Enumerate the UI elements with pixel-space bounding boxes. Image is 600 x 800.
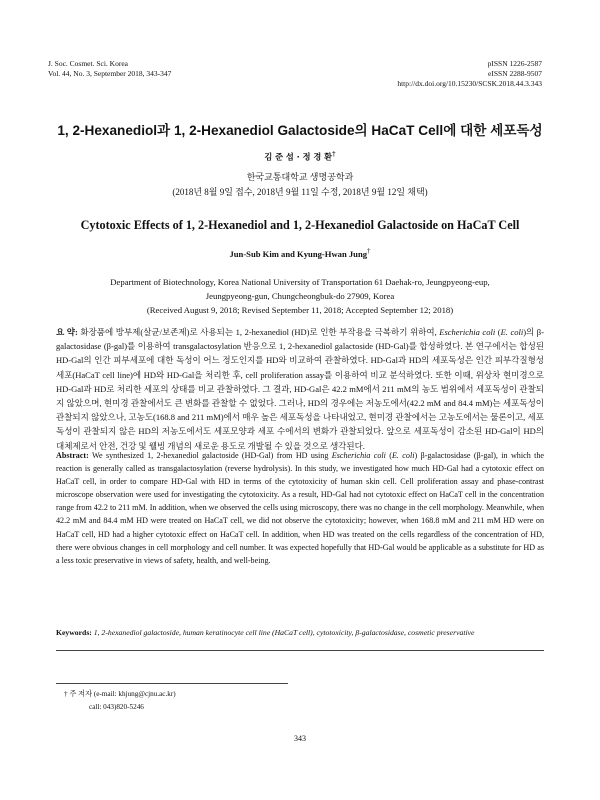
journal-name: J. Soc. Cosmet. Sci. Korea bbox=[48, 59, 128, 68]
keywords-text: 1, 2-hexanediol galactoside, human keratinocyte cell line (HaCaT cell), cytotoxicity, β-galactosidase, cosmetic preservative bbox=[91, 628, 475, 637]
journal-header-left bbox=[48, 59, 171, 79]
footnote-line2: call: 043)820-5246 bbox=[89, 703, 144, 711]
korean-title: 1, 2-Hexanediol과 1, 2-Hexanediol Galactoside의 HaCaT Cell에 대한 세포독성 bbox=[57, 123, 543, 138]
journal-header-right bbox=[397, 59, 542, 89]
footnote-line1: † 주 저자 (e-mail: khjung@cjnu.ac.kr) bbox=[64, 690, 176, 698]
section-divider bbox=[56, 650, 544, 651]
english-dates: (Received August 9, 2018; Revised September 11, 2018; Accepted September 12; 2018) bbox=[146, 305, 454, 315]
species-name: Escherichia coli bbox=[439, 327, 496, 337]
korean-abstract-label: 요 약: bbox=[56, 327, 78, 337]
korean-abstract-text: )의 β-galactosidase (β-gal)를 이용하여 transgalactosylation 반응으로 1, 2-hexanediol galactoside (HD-Gal)를 합성하였다. 본 연구에서는 합성된 HD-Gal의 인간 피부세포에 대한 독성이 어느 정도인지를 HD와 비교하여 관찰하였다. HD-Gal과 HD의 세포독성은 인간 피부각질형성세포(HaCaT cell line)에 HD와 HD-Gal을 처리한 후, cell proliferation assay를 이용하여 비교 분석하였다. 또한 이때, 위상차 현미경으로 HD-Gal과 HD로 처리한 세포의 상태를 비교 관찰하였다. 그 결과, HD-Gal은 42.2 mM에서 211 mM의 농도 범위에서 세포독성이 관찰되지 않았으며, 현미경 관찰에서도 큰 변화를 관찰할 수 없었다. 그러나, HD의 경우에는 저농도에서(42.2 mM and 84.4 mM)는 세포독성이 관찰되지 않았으나, 고농도(168.8 and 211 mM)에서 매우 높은 세포독성을 나타내었고, 현미경 관찰에서는 고농도에서는 물론이고, 세포독성이 관찰되지 않은 HD의 저농도에서도 세포모양과 세포 수에서의 변화가 관찰되었다. 앞으로 세포독성이 감소된 HD-Gal이 HD의 대체제로서 안전, 건강 및 웰빙 개념의 새로운 용도로 개발될 수 있을 것으로 생각된다. bbox=[56, 327, 544, 451]
eissn: eISSN 2288-9507 bbox=[488, 69, 542, 78]
species-abbr: E. coli bbox=[391, 451, 415, 460]
english-author-names: Jun-Sub Kim and Kyung-Hwan Jung bbox=[229, 248, 368, 259]
korean-dates: (2018년 8월 9일 접수, 2018년 9월 11일 수정, 2018년 9월 12일 채택) bbox=[172, 187, 428, 197]
english-affiliation-block bbox=[0, 275, 600, 317]
english-abstract-label: Abstract: bbox=[56, 451, 89, 460]
korean-abstract bbox=[56, 325, 544, 453]
korean-affiliation-block bbox=[0, 170, 600, 200]
korean-authors bbox=[0, 150, 600, 163]
pissn: pISSN 1226-2587 bbox=[487, 59, 542, 68]
korean-affiliation: 한국교통대학교 생명공학과 bbox=[246, 172, 354, 182]
species-abbr: E. coli bbox=[500, 327, 524, 337]
korean-dagger: † bbox=[332, 150, 336, 158]
english-abstract-text: ( bbox=[385, 451, 392, 460]
journal-volume: Vol. 44, No. 3, September 2018, 343-347 bbox=[48, 69, 172, 78]
english-abstract bbox=[56, 449, 544, 567]
english-title: Cytotoxic Effects of 1, 2-Hexanediol and 1, 2-Hexanediol Galactoside on HaCaT Cell bbox=[80, 218, 520, 232]
english-affiliation-line2: Jeungpyeong-gun, Chungcheongbuk-do 27909, Korea bbox=[205, 291, 395, 301]
footnote-divider bbox=[56, 683, 288, 684]
species-name: Escherichia coli bbox=[331, 451, 386, 460]
page-number: 343 bbox=[294, 734, 306, 743]
english-affiliation-line1: Department of Biotechnology, Korea National University of Transportation 61 Daehak-ro, Jeungpyeong-eup, bbox=[110, 277, 490, 287]
footnote bbox=[64, 688, 176, 714]
keywords bbox=[56, 627, 544, 639]
korean-author-names: 김 준 섭 · 정 경 환 bbox=[264, 151, 333, 162]
english-abstract-text: We synthesized 1, 2-hexanediol galactoside (HD-Gal) from HD using bbox=[88, 451, 332, 460]
english-authors bbox=[0, 247, 600, 259]
english-abstract-text: ) β-galactosidase (β-gal), in which the reaction is generally called as transgalactosylation (reverse hydrolysis). In this study, we investigated how much HD-Gal had a cytotoxic effect on HaCaT cell, in order to compare HD-Gal with HD in terms of the cytotoxicity of human skin cell. Cell proliferation assay and phase-contrast microscope observation were used for investigating the cytotoxicity. As a result, HD-Gal had not cytotoxic effect on HaCaT cell in the concentration range from 42.2 to 211 mM. In addition, when we observed the cells using microscopy, there was no change in the cell morphology. Meanwhile, when 42.2 mM and 84.4 mM HD were treated on HaCaT cell, we did not observe the cytotoxicity; however, when 168.8 mM and 211 mM HD were on HaCaT cell, HD had a higher cytotoxic effect on HaCaT cell. In addition, when HD was treated on the cells regardless of the concentration of HD, there were obvious changes in cell morphology and cell number. It was expected hopefully that HD-Gal would be applicable as a substitute for HD as a less toxic preservative in views of safety, health, and well-being. bbox=[56, 451, 544, 565]
doi-link[interactable]: http://dx.doi.org/10.15230/SCSK.2018.44.3.343 bbox=[397, 79, 542, 88]
english-dagger: † bbox=[367, 247, 371, 255]
korean-abstract-text: ( bbox=[495, 327, 501, 337]
korean-abstract-text: 화장품에 방부제(살균/보존제)로 사용되는 1, 2-hexanediol (HD)로 인한 부작용을 극복하기 위하여, bbox=[77, 327, 440, 337]
keywords-label: Keywords: bbox=[56, 628, 92, 637]
